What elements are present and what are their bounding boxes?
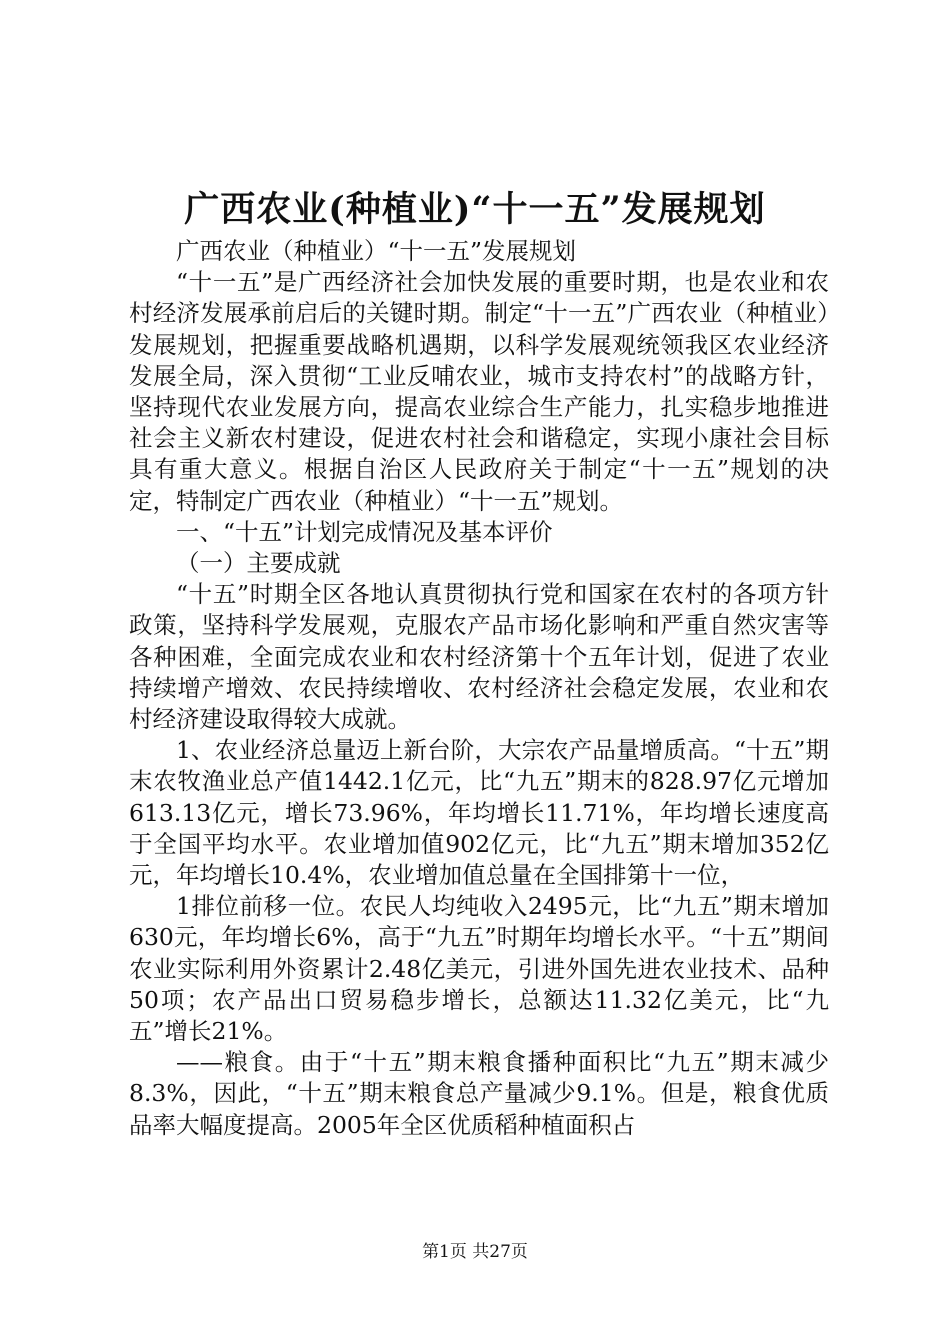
subsection-heading: （一）主要成就	[176, 549, 341, 578]
page-footer: 第1页 共27页	[422, 1242, 528, 1262]
paragraph-subtitle: 广西农业（种植业）“十一五”发展规划	[176, 237, 577, 265]
paragraph-intro: “十一五”是广西经济社会加快发展的重要时期，也是农业和农村经济发展承前启后的关键时期。制定“十一五”广西农业（种植业）发展规划，把握重要战略机遇期，以科学发展观统领我区农业经济发展全局，深入贯彻“工业反哺农业，城市支持农村”的战略方针，坚持现代农业发展方向，提高农业综合生产能力，扎实稳步地推进社会主义新农村建设，促进农村社会和谐稳定，实现小康社会目标具有重大意义。根据自治区人民政府关于制定“十一五”规划的决定，特制定广西农业（种植业）“十一五”规划。	[129, 268, 829, 515]
paragraph-economic-output: 1、农业经济总量迈上新台阶，大宗农产品量增质高。“十五”期末农牧渔业总产值1442.1亿元，比“九五”期末的828.97亿元增加613.13亿元，增长73.96%，年均增长11.71%，年均增长速度高于全国平均水平。农业增加值902亿元，比“九五”期末增加352亿元，年均增长10.4%，农业增加值总量在全国排第十一位，	[129, 736, 829, 890]
document-title: 广西农业(种植业)“十一五”发展规划	[184, 189, 766, 230]
section-heading: 一、“十五”计划完成情况及基本评价	[176, 517, 553, 546]
paragraph-grain: ——粮食。由于“十五”期末粮食播种面积比“九五”期末减少8.3%，因此，“十五”期末粮食总产量减少9.1%。但是，粮食优质品率大幅度提高。2005年全区优质稻种植面积占	[129, 1048, 829, 1139]
paragraph-achievements: “十五”时期全区各地认真贯彻执行党和国家在农村的各项方针政策，坚持科学发展观，克服农产品市场化影响和严重自然灾害等各种困难，全面完成农业和农村经济第十个五年计划，促进了农业持续增产增效、农民持续增收、农村经济社会稳定发展，农业和农村经济建设取得较大成就。	[129, 580, 829, 734]
paragraph-income: 1排位前移一位。农民人均纯收入2495元，比“九五”期末增加630元，年均增长6%，高于“九五”时期年均增长水平。“十五”期间农业实际利用外资累计2.48亿美元，引进外国先进农业技术、品种50项；农产品出口贸易稳步增长，总额达11.32亿美元，比“九五”增长21%。	[129, 892, 829, 1046]
document-body	[129, 236, 829, 1141]
